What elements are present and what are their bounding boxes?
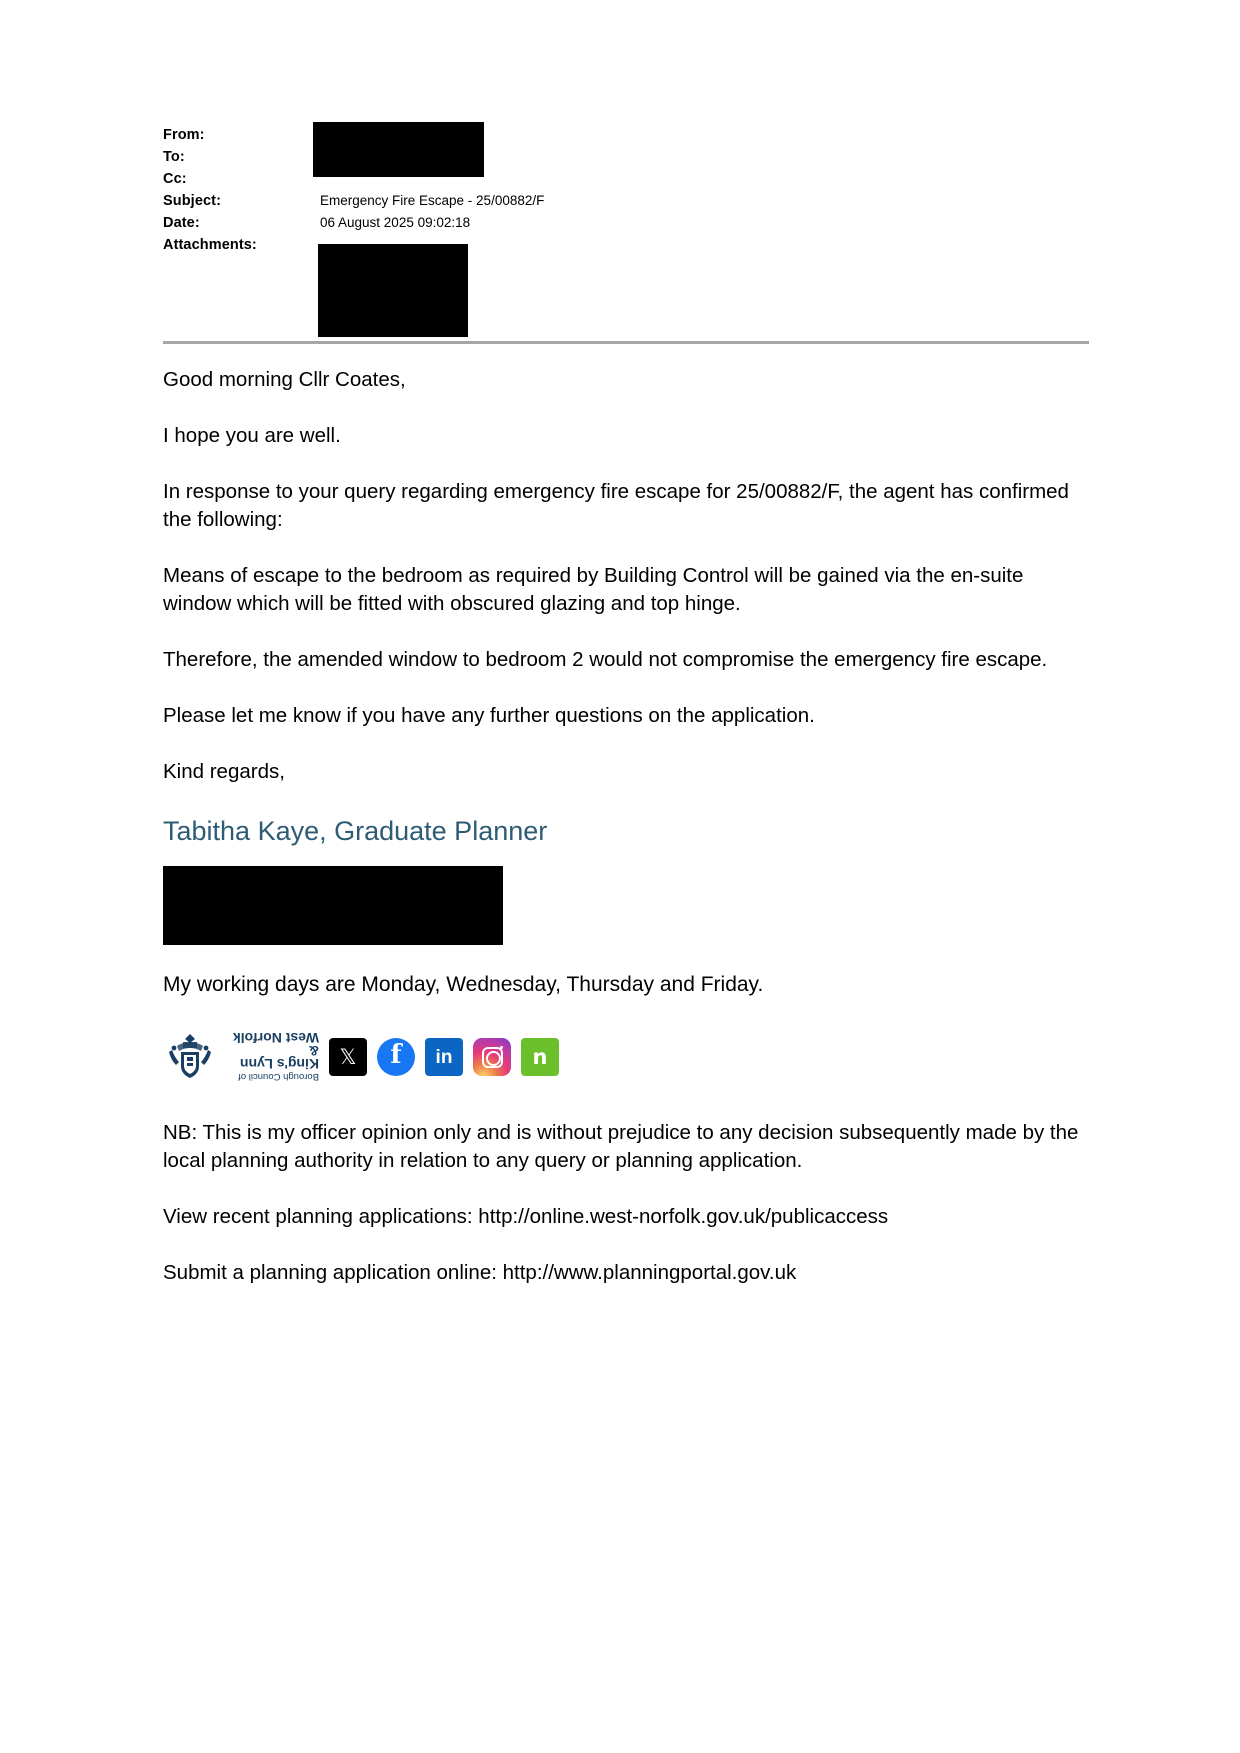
header-label-from: From: xyxy=(163,127,205,143)
header-row-date xyxy=(163,212,1093,234)
brand-row xyxy=(163,1029,1093,1085)
nextdoor-icon[interactable] xyxy=(521,1038,559,1076)
disclaimer-text: NB: This is my officer opinion only and is without prejudice to any decision subsequently made by the local planning authority in relation to any query or planning application. xyxy=(163,1121,1079,1172)
council-wordmark xyxy=(227,1031,319,1083)
header-row-to xyxy=(163,146,1093,168)
header-label-date: Date: xyxy=(163,215,200,231)
body-paragraph-1: I hope you are well. xyxy=(163,424,341,447)
wordmark-line-2: King's Lynn & xyxy=(239,1043,319,1072)
header-label-subject: Subject: xyxy=(163,193,221,209)
redaction-block-attachments xyxy=(318,244,468,337)
wordmark-line-3: West Norfolk xyxy=(232,1030,319,1046)
x-twitter-icon[interactable] xyxy=(329,1038,367,1076)
nextdoor-glyph: n xyxy=(532,1044,548,1069)
header-label-attachments: Attachments: xyxy=(163,237,257,253)
header-divider xyxy=(163,341,1089,344)
header-value-date: 06 August 2025 09:02:18 xyxy=(320,215,471,230)
working-days-text: My working days are Monday, Wednesday, Thursday and Friday. xyxy=(163,973,764,996)
linkedin-icon[interactable] xyxy=(425,1038,463,1076)
instagram-dot xyxy=(500,1046,503,1049)
wordmark-line-1: Borough Council of xyxy=(238,1071,319,1082)
instagram-lens xyxy=(486,1051,501,1066)
council-crest-icon xyxy=(163,1030,217,1084)
x-twitter-glyph: 𝕏 xyxy=(339,1044,357,1069)
redaction-block-recipients xyxy=(313,122,484,177)
linkedin-glyph: in xyxy=(435,1046,453,1068)
email-header xyxy=(163,124,1093,256)
header-row-subject xyxy=(163,190,1093,212)
facebook-icon[interactable] xyxy=(377,1038,415,1076)
redaction-block-signature xyxy=(163,866,503,945)
body-paragraph-2: In response to your query regarding emergency fire escape for 25/00882/F, the agent has confirmed the following: xyxy=(163,480,1069,531)
body-paragraph-4: Therefore, the amended window to bedroom 2 would not compromise the emergency fire escape. xyxy=(163,648,1048,671)
signature-name: Tabitha Kaye, Graduate Planner xyxy=(163,816,548,846)
header-row-from xyxy=(163,124,1093,146)
facebook-glyph: f xyxy=(390,1040,402,1070)
planning-applications-link[interactable]: View recent planning applications: http://online.west-norfolk.gov.uk/publicaccess xyxy=(163,1205,889,1228)
email-body xyxy=(163,366,1093,1315)
header-value-subject: Emergency Fire Escape - 25/00882/F xyxy=(320,193,545,208)
greeting-text: Good morning Cllr Coates, xyxy=(163,368,406,391)
body-paragraph-3: Means of escape to the bedroom as required by Building Control will be gained via the en-suite window which will be fitted with obscured glazing and top hinge. xyxy=(163,564,1024,615)
signoff-text: Kind regards, xyxy=(163,760,285,783)
header-row-cc xyxy=(163,168,1093,190)
header-label-cc: Cc: xyxy=(163,171,187,187)
planning-portal-link[interactable]: Submit a planning application online: http://www.planningportal.gov.uk xyxy=(163,1261,797,1284)
body-paragraph-5: Please let me know if you have any further questions on the application. xyxy=(163,704,815,727)
instagram-icon[interactable] xyxy=(473,1038,511,1076)
header-row-attachments xyxy=(163,234,1093,256)
header-label-to: To: xyxy=(163,149,185,165)
